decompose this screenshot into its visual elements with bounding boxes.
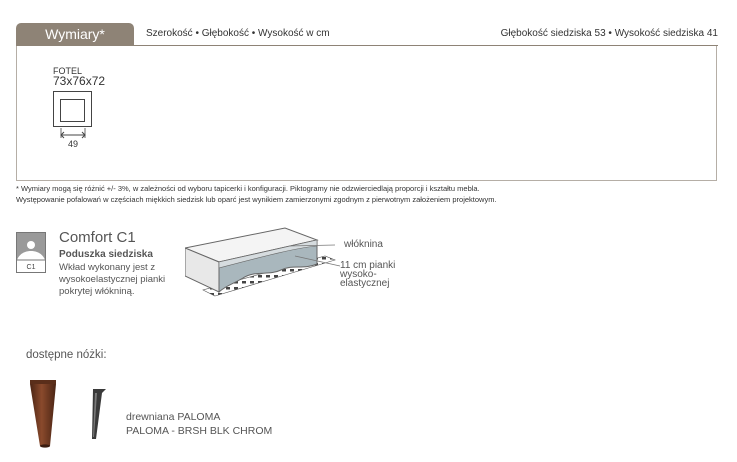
- leg-options: [126, 410, 272, 438]
- comfort-subtitle: Poduszka siedziska: [59, 249, 153, 260]
- leg-option-wood: drewniana PALOMA: [126, 411, 221, 423]
- product-dimensions: 73x76x72: [53, 74, 106, 88]
- seat-depth-value: 49: [67, 139, 78, 149]
- cushion-cross-section: [185, 226, 345, 300]
- comfort-title: Comfort C1: [59, 229, 136, 246]
- units-legend: Szerokość • Głębokość • Wysokość w cm: [146, 28, 330, 39]
- product-name: FOTEL: [53, 66, 83, 76]
- seat-dimensions: Głębokość siedziska 53 • Wysokość siedziska 41: [500, 28, 718, 39]
- metal-leg-image: [84, 387, 110, 441]
- leg-option-metal: PALOMA - BRSH BLK CHROM: [126, 425, 273, 437]
- waviness-note: Występowanie pofalowań w częściach miękkich siedzisk lub oparć jest wynikiem zamierzonymi zgodnym z pierwotnym założeniem projektowym.: [16, 195, 497, 204]
- foam-label: 11 cm pianki wysoko-elastycznej: [340, 260, 396, 289]
- comfort-icon-code: C1: [26, 264, 36, 271]
- legs-title: dostępne nóżki:: [26, 349, 107, 361]
- dimensions-panel: [16, 46, 717, 181]
- comfort-description: Wkład wykonany jest z wysokoelastycznej pianki pokrytej włókniną.: [59, 262, 166, 297]
- wooden-leg-image: [26, 380, 62, 450]
- fiber-label: włóknina: [344, 239, 383, 250]
- dimensions-note: * Wymiary mogą się różnić +/- 3%, w zależności od wyboru tapicerki i konfiguracji. Piktogramy nie odzwierciedlają proporcji i kształtu mebla.: [16, 184, 480, 193]
- dimensions-tab: Wymiary*: [16, 23, 134, 45]
- comfort-icon: [16, 232, 46, 273]
- armchair-pictogram: [53, 91, 95, 143]
